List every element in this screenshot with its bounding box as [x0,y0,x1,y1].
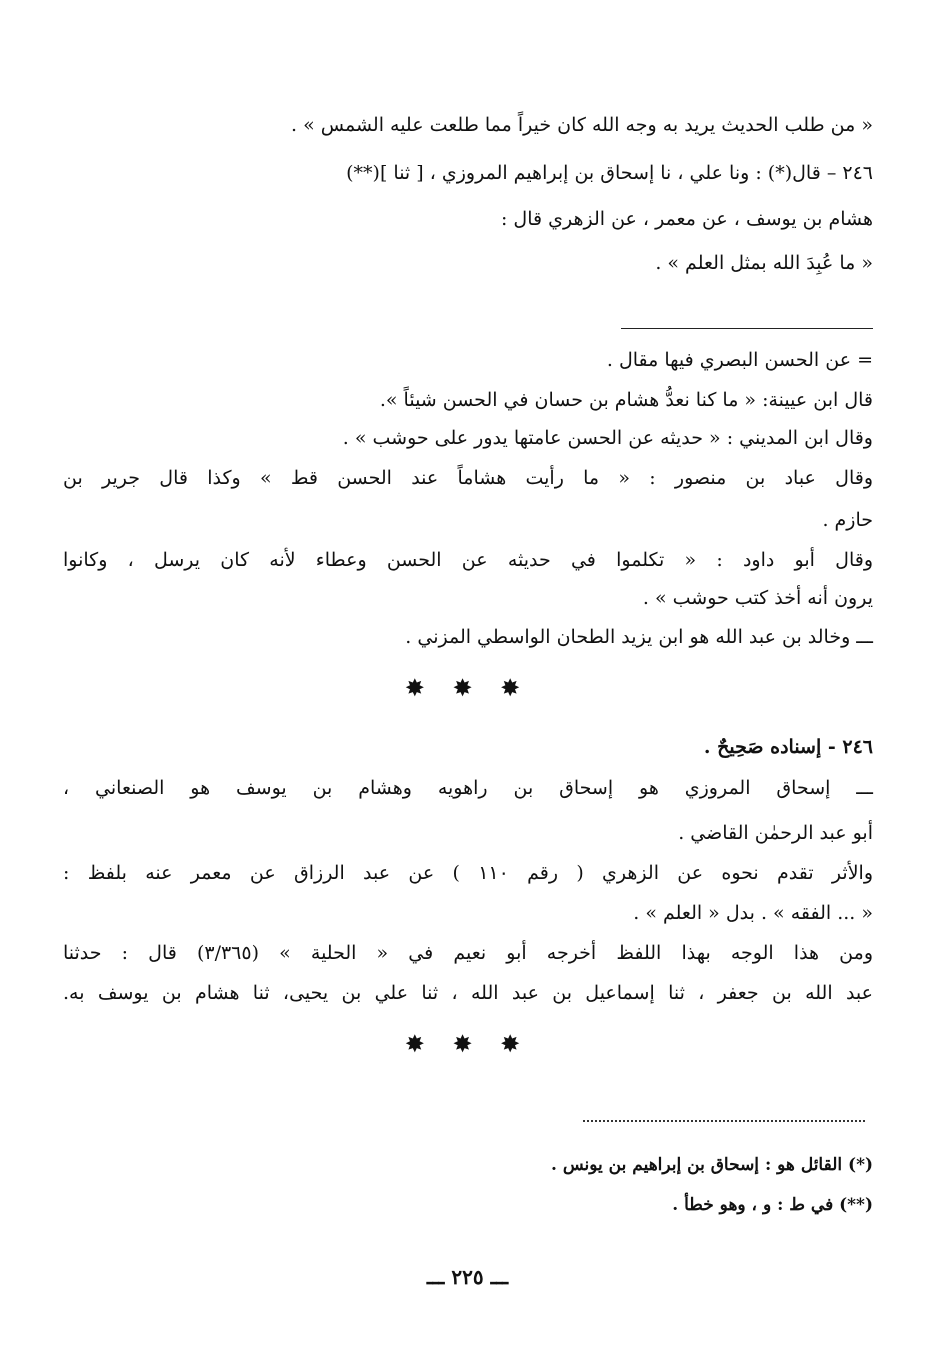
note-line-8: ـــ وخالد بن عبد الله هو ابن يزيد الطحان الواسطي المزني . [405,626,873,648]
note-lower-line-3: والأثر تقدم نحوه عن الزهري ( رقم ١١٠ ) عن عبد الرزاق عن معمر عنه بلفظ : [63,862,873,884]
note-line-5: حازم . [822,509,873,531]
note-line-2: قال ابن عيينة: « ما كنا نعدُّ هشام بن حسان في الحسن شيئاً ». [379,389,873,411]
note-line-6: وقال أبو داود : « تكلموا في حديثه عن الحسن وعطاء لأنه كان يرسل ، وكانوا [63,549,873,571]
separator-stars-1: ✸ ✸ ✸ [404,674,531,702]
note-line-3: وقال ابن المديني : « حديثه عن الحسن عامتها يدور على حوشب » . [342,427,873,449]
main-line-3: هشام بن يوسف ، عن معمر ، عن الزهري قال : [500,208,873,230]
page-number: ـــ ٢٢٥ ـــ [426,1265,509,1289]
note-lower-line-1: ـــ إسحاق المروزي هو إسحاق بن راهويه وهشام بن يوسف هو الصنعاني ، [63,777,873,799]
main-line-2: ٢٤٦ – قال(*) : ونا علي ، نا إسحاق بن إبراهيم المروزي ، [ ثنا ](**) [346,162,873,184]
note-lower-line-2: أبو عبد الرحمٰن القاضي . [678,822,873,844]
footnote-2: (**) في ط : و ، وهو خطأ . [672,1195,873,1215]
note-lower-line-5: ومن هذا الوجه بهذا اللفظ أخرجه أبو نعيم في « الحلية » (٣/٣٦٥) قال : حدثنا [63,942,873,964]
note-line-4: وقال عباد بن منصور : « ما رأيت هشاماً عند الحسن قط » وكذا قال جرير بن [63,467,873,489]
note-lower-line-6: عبد الله بن جعفر ، ثنا إسماعيل بن عبد الله ، ثنا علي بن يحيى، ثنا هشام بن يوسف به. [63,982,873,1004]
separator-stars-2: ✸ ✸ ✸ [404,1030,531,1058]
note-line-1: = عن الحسن البصري فيها مقال . [606,349,873,371]
main-line-4: « ما عُبِدَ الله بمثل العلم » . [655,252,873,274]
main-line-1: « من طلب الحديث يريد به وجه الله كان خيراً مما طلعت عليه الشمس » . [291,114,873,136]
note-line-7: يرون أنه أخذ كتب حوشب » . [642,587,873,609]
notes-separator [621,328,873,329]
footnote-separator [583,1120,865,1122]
footnote-1: (*) القائل هو : إسحاق بن إبراهيم بن يونس . [550,1155,873,1175]
note-heading-246: ٢٤٦ - إسناده صَحِيحٌ . [703,736,873,758]
note-lower-line-4: « ... الفقه » . بدل « العلم » . [633,902,873,924]
